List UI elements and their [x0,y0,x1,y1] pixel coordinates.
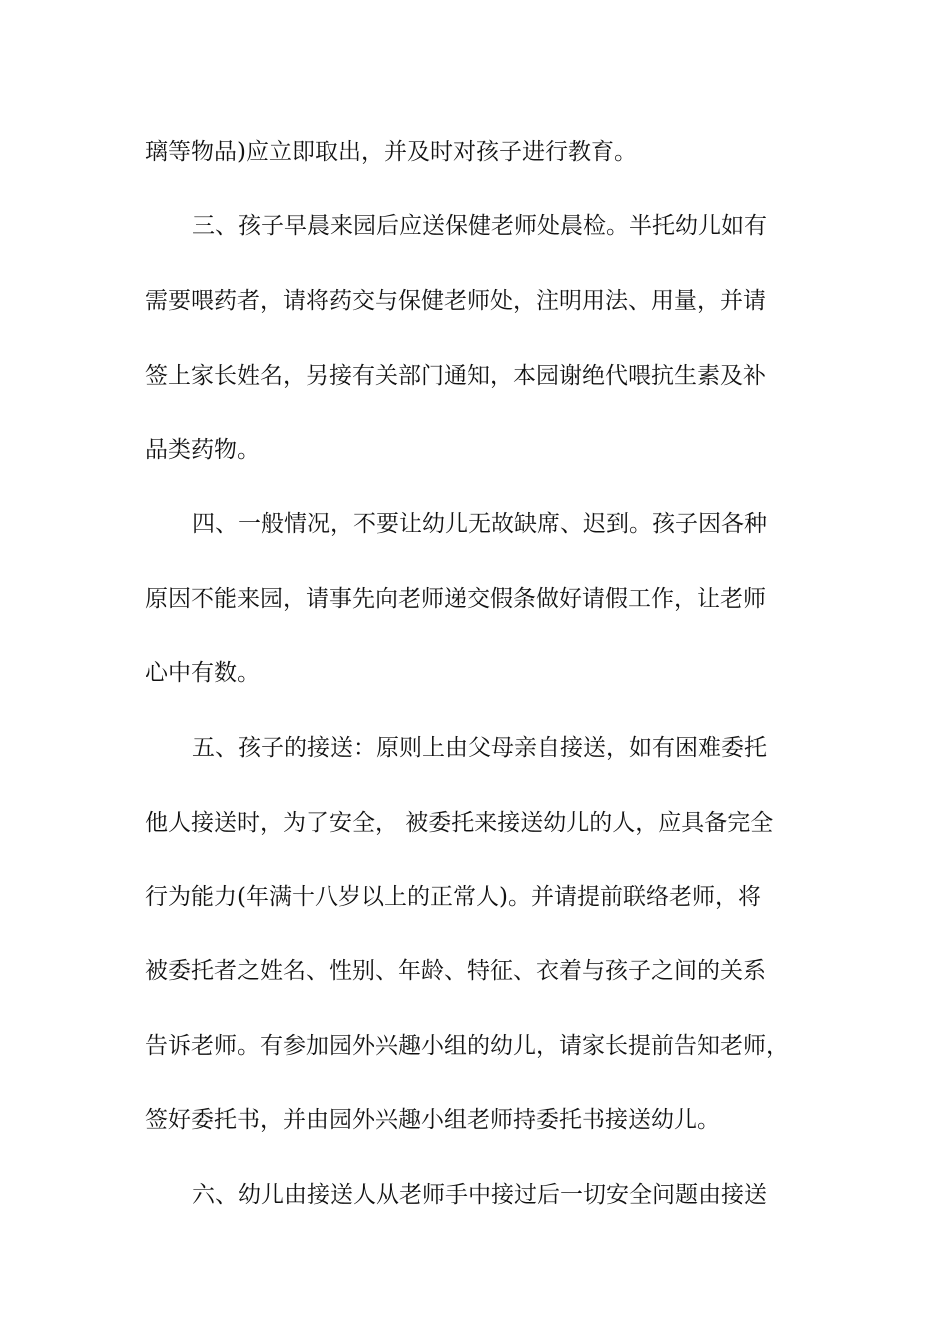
paragraph-six-line: 六、幼儿由接送人从老师手中接过后一切安全问题由接送 [192,1182,767,1208]
text-line: 告诉老师。有参加园外兴趣小组的幼儿，请家长提前告知老师， [145,1033,789,1059]
text-line: 原因不能来园，请事先向老师递交假条做好请假工作，让老师 [145,586,766,612]
paragraph-three-line: 三、孩子早晨来园后应送保健老师处晨检。半托幼儿如有 [192,213,767,239]
text-line: 需要喂药者，请将药交与保健老师处，注明用法、用量，并请 [145,288,766,314]
text-line: 他人接送时，为了安全， 被委托来接送幼儿的人，应具备完全 [145,810,774,836]
text-line: 被委托者之姓名、性别、年龄、特征、衣着与孩子之间的关系 [145,958,766,984]
text-line: 行为能力(年满十八岁以上的正常人)。并请提前联络老师，将 [145,884,761,910]
text-line: 品类药物。 [145,437,260,463]
text-line: 心中有数。 [145,660,260,686]
paragraph-five-line: 五、孩子的接送：原则上由父母亲自接送，如有困难委托 [192,735,767,761]
text-line: 签好委托书，并由园外兴趣小组老师持委托书接送幼儿。 [145,1107,720,1133]
text-line: 璃等物品)应立即取出，并及时对孩子进行教育。 [145,139,637,165]
paragraph-four-line: 四、一般情况，不要让幼儿无故缺席、迟到。孩子因各种 [192,511,767,537]
text-line: 签上家长姓名，另接有关部门通知，本园谢绝代喂抗生素及补 [145,363,766,389]
